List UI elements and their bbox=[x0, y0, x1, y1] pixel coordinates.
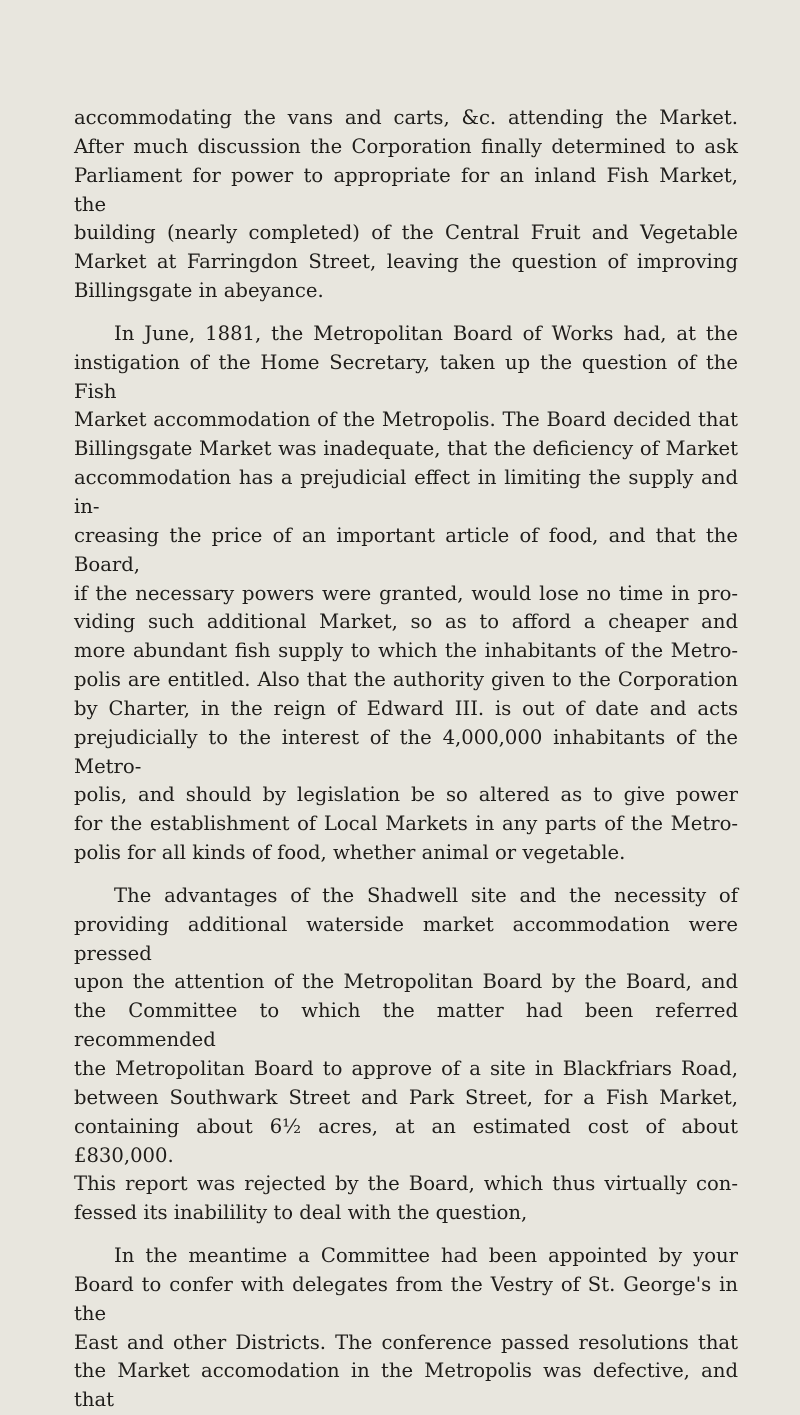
text-line: Parliament for power to appropriate for an inland Fish Market, the bbox=[74, 163, 738, 216]
text-line: upon the attention of the Metropolitan Board by the Board, and bbox=[74, 970, 738, 994]
text-line: building (nearly completed) of the Central Fruit and Vegetable bbox=[74, 221, 738, 245]
text-line: fessed its inabilility to deal with the question, bbox=[74, 1201, 528, 1225]
text-line: polis for all kinds of food, whether animal or vegetable. bbox=[74, 841, 626, 865]
text-line: providing additional waterside market accommodation were pressed bbox=[74, 912, 738, 965]
text-line: accommodation has a prejudicial effect in limiting the supply and in- bbox=[74, 466, 738, 518]
text-line: if the necessary powers were granted, would lose no time in pro- bbox=[74, 581, 738, 605]
text-line: East and other Districts. The conference passed resolutions that bbox=[74, 1330, 738, 1354]
text-line: accommodating the vans and carts, &c. attending the Market. bbox=[74, 106, 738, 129]
text-line: In the meantime a Committee had been appointed by your bbox=[114, 1244, 738, 1268]
text-line: polis are entitled. Also that the authority given to the Corporation bbox=[74, 668, 738, 692]
text-line: Board to confer with delegates from the Vestry of St. George's in the bbox=[74, 1272, 738, 1325]
text-line: viding such additional Market, so as to afford a cheaper and bbox=[74, 610, 738, 634]
text-line: the Metropolitan Board to approve of a site in Blackfriars Road, bbox=[74, 1057, 738, 1080]
text-line: Billingsgate in abeyance. bbox=[74, 279, 324, 303]
text-line: This report was rejected by the Board, which thus virtually con- bbox=[74, 1172, 738, 1196]
text-line: the Market accomodation in the Metropolis was defective, and that bbox=[74, 1359, 738, 1412]
text-line: prejudicially to the interest of the 4,000,000 inhabitants of the Metro- bbox=[74, 725, 738, 778]
text-line: more abundant fish supply to which the inhabitants of the Metro- bbox=[74, 639, 738, 663]
text-line: containing about 6½ acres, at an estimated cost of about £830,000. bbox=[74, 1114, 738, 1167]
text-line: for the establishment of Local Markets in any parts of the Metro- bbox=[74, 812, 738, 836]
text-line: The advantages of the Shadwell site and the necessity of bbox=[114, 883, 738, 907]
text-line: by Charter, in the reign of Edward III. is out of date and acts bbox=[74, 696, 738, 720]
text-line: between Southwark Street and Park Street, for a Fish Market, bbox=[74, 1085, 738, 1109]
paragraph-2 bbox=[74, 320, 738, 868]
text-line: polis, and should by legislation be so altered as to give power bbox=[74, 783, 738, 807]
text-line: creasing the price of an important article of food, and that the Board, bbox=[74, 523, 738, 576]
paragraph-4 bbox=[74, 1242, 738, 1415]
text-line: Market accommodation of the Metropolis. The Board decided that bbox=[74, 408, 738, 432]
paragraph-3 bbox=[74, 882, 738, 1228]
paragraph-1 bbox=[74, 104, 738, 306]
text-line: instigation of the Home Secretary, taken up the question of the Fish bbox=[74, 350, 738, 403]
text-line: In June, 1881, the Metropolitan Board of Works had, at the bbox=[114, 321, 738, 345]
text-line: Market at Farringdon Street, leaving the question of improving bbox=[74, 250, 738, 274]
text-line: the Committee to which the matter had been referred recommended bbox=[74, 999, 738, 1052]
text-line: After much discussion the Corporation finally determined to ask bbox=[74, 134, 738, 158]
text-line: Billingsgate Market was inadequate, that the deficiency of Market bbox=[74, 437, 738, 461]
